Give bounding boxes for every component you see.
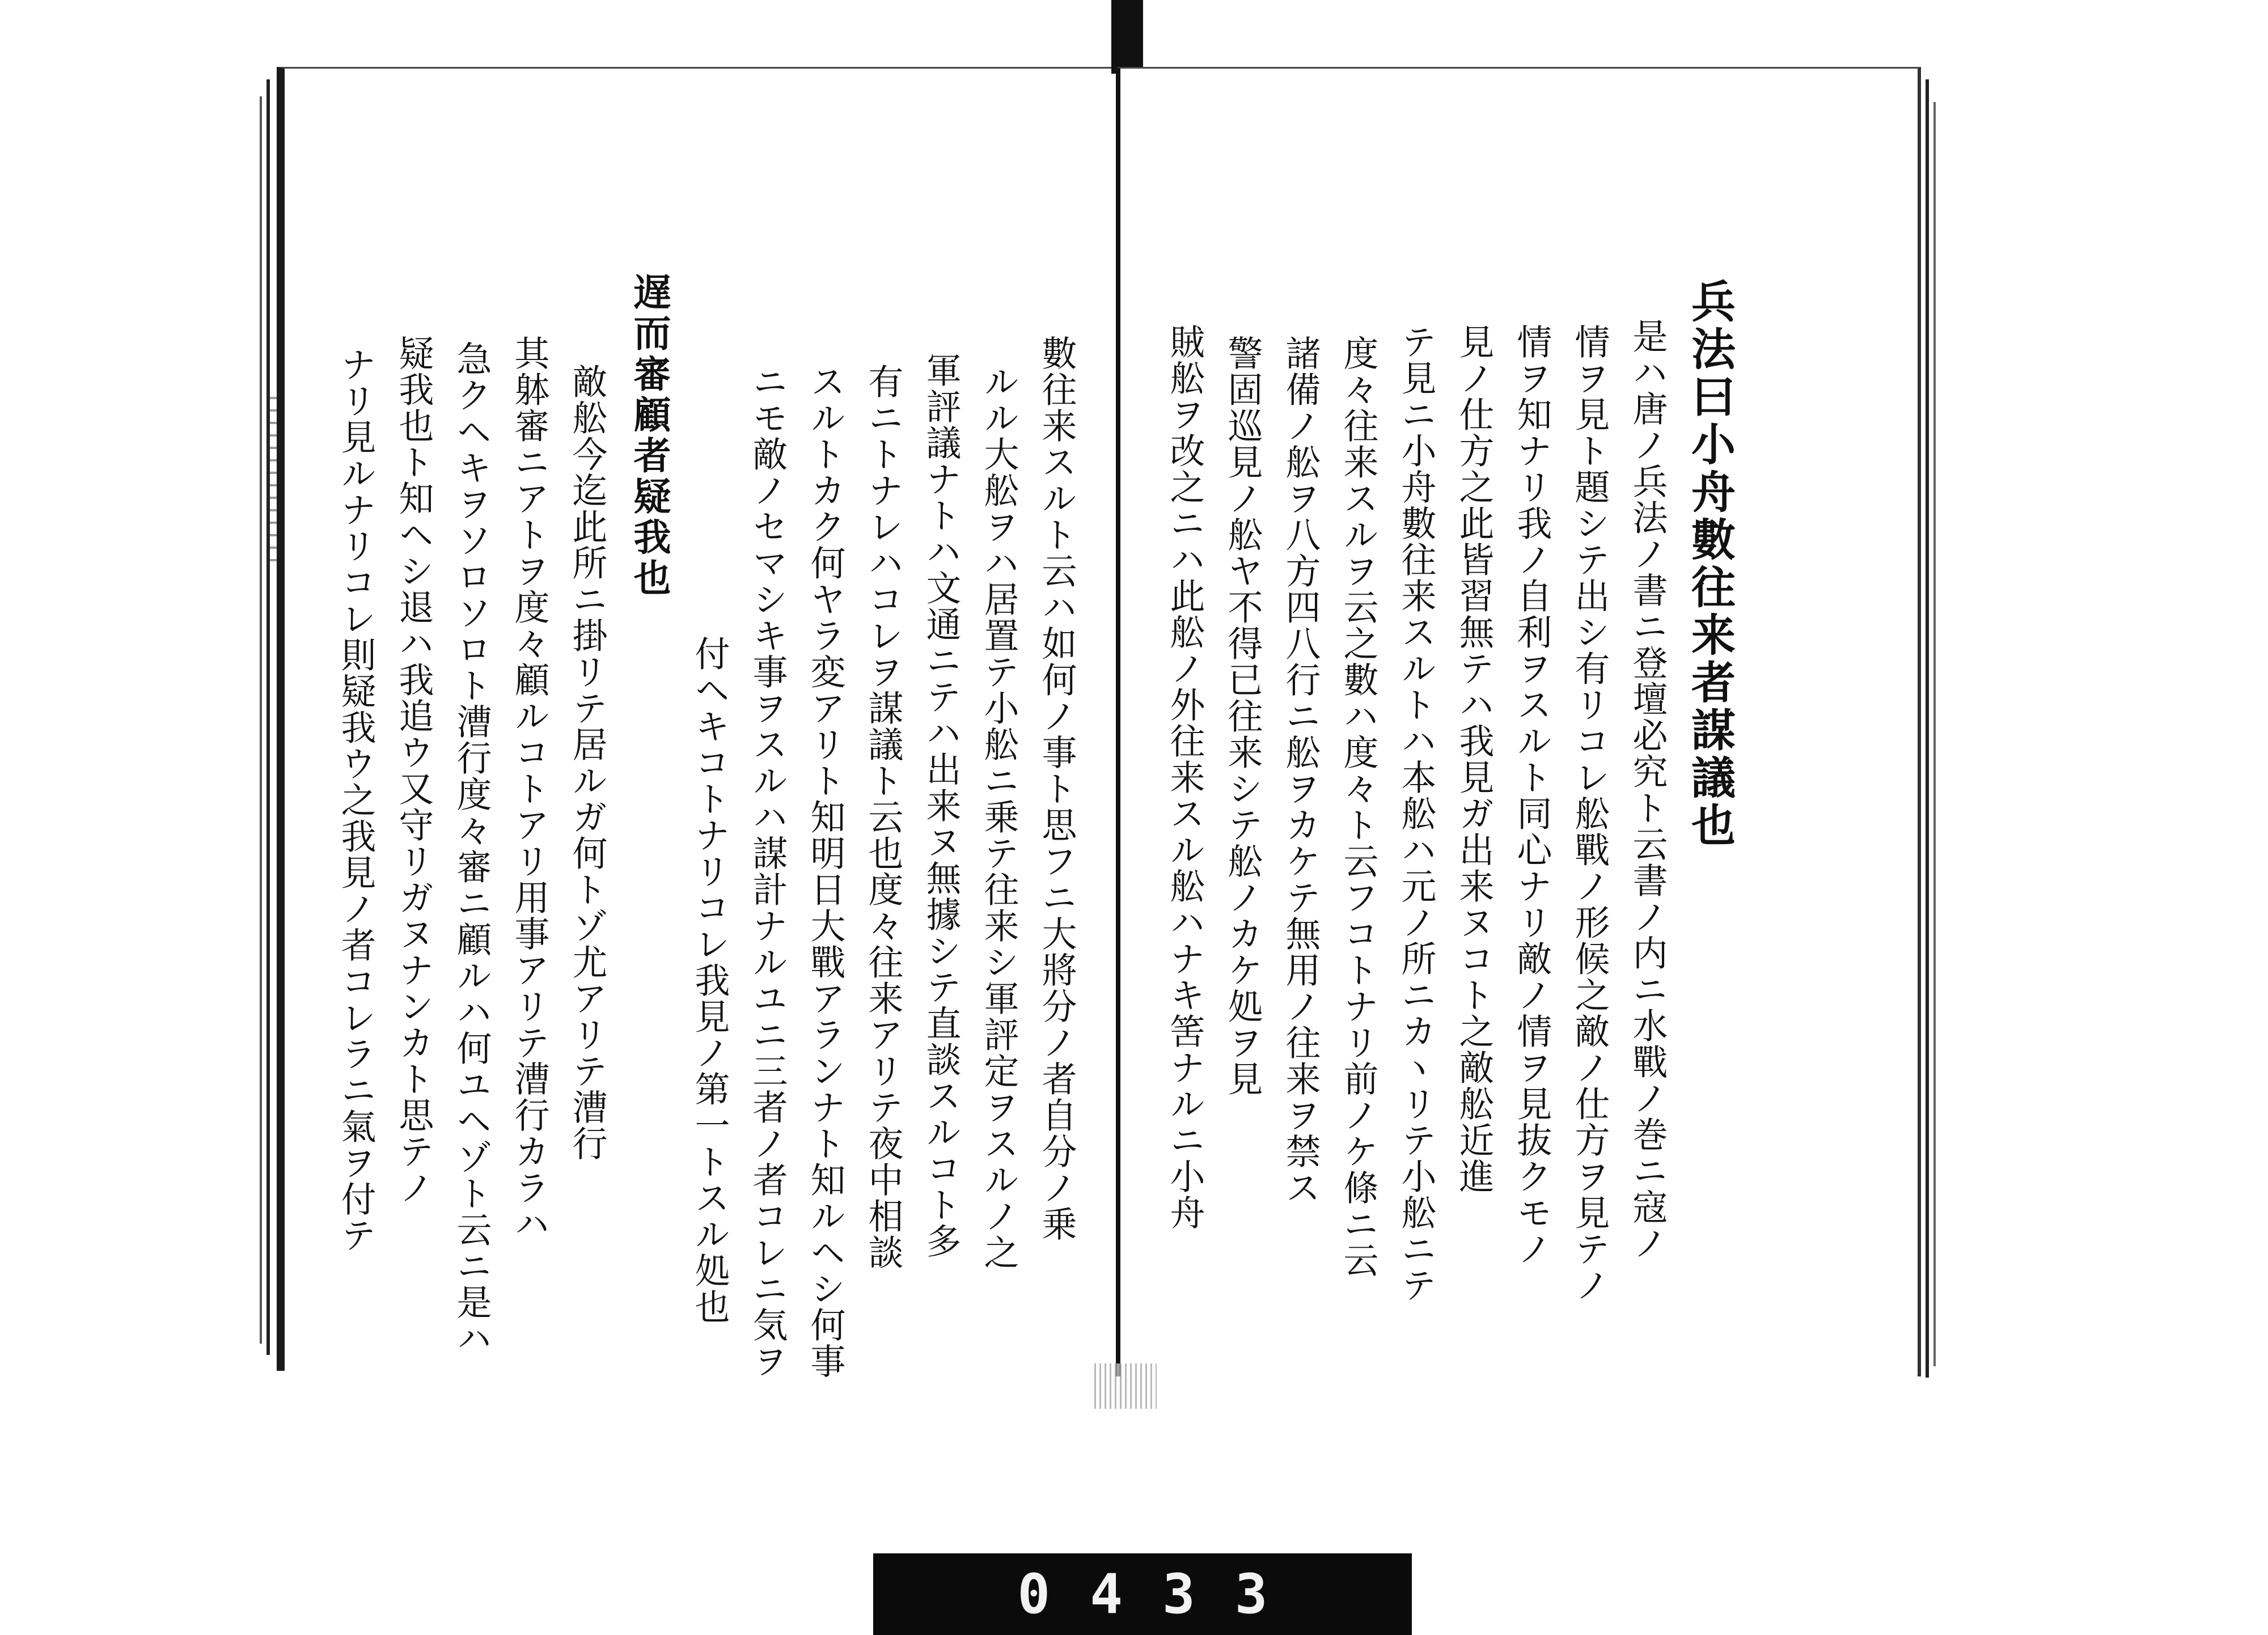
text-column: 其躰審ニアトヲ度々顧ルコトアリ用事アリテ漕行カラハ xyxy=(509,335,550,1242)
text-column: 急クヘキヲソロソロト漕行度々審ニ顧ルハ何ユヘゾト云ニ是ハ xyxy=(451,341,492,1357)
text-column: テ見ニ小舟數往来スルトハ本舩ハ元ノ所ニカヽリテ小舩ニテ xyxy=(1395,324,1437,1303)
text-column: 賊舩ヲ改之ニハ此舩ノ外往来スル舩ハナキ筈ナルニ小舟 xyxy=(1164,324,1205,1231)
stamp-digit: 3 xyxy=(1162,1562,1195,1626)
text-column: 軍評議ナトハ文通ニテハ出来ヌ無據シテ直談スルコト多 xyxy=(920,352,962,1259)
text-column: 警固巡見ノ舩ヤ不得已往来シテ舩ノカケ処ヲ見 xyxy=(1222,335,1263,1097)
text-column: 疑我也ト知ヘシ退ハ我追ウ又守リガヌナンカト思テノ xyxy=(393,335,434,1206)
gutter-shadow xyxy=(1094,1363,1157,1409)
stamp-digit: 3 xyxy=(1234,1562,1268,1626)
text-column: 情ヲ見ト題シテ出シ有リコレ舩戰ノ形候之敵ノ仕方ヲ見テノ xyxy=(1569,324,1610,1303)
text-column: ナリ見ルナリコレ則疑我ウ之我見ノ者コレラニ氣ヲ付テ xyxy=(335,346,376,1253)
page-edge xyxy=(266,79,270,1355)
text-column: 數往来スルト云ハ如何ノ事ト思フニ大將分ノ者自分ノ乗 xyxy=(1036,335,1077,1242)
text-column: 情ヲ知ナリ我ノ自利ヲスルト同心ナリ敵ノ情ヲ見抜クモノ xyxy=(1511,324,1552,1267)
text-column: ルル大舩ヲハ居置テ小舩ニ乗テ往来シ軍評定ヲスルノ之 xyxy=(978,363,1019,1270)
text-column: 是ハ唐ノ兵法ノ書ニ登壇必究ト云書ノ内ニ水戰ノ巻ニ寇ノ xyxy=(1627,318,1668,1261)
text-column: ニモ敵ノセマシキ事ヲスルハ謀計ナルユニ三者ノ者コレニ気ヲ xyxy=(747,363,788,1379)
section-heading: 兵法曰小舟數往来者謀議也 xyxy=(1684,278,1736,850)
stamp-digit: 0 xyxy=(1017,1562,1051,1626)
text-column: スルトカク何ヤラ変アリト知明日大戰アランナト知ルヘシ何事 xyxy=(805,363,846,1379)
gutter xyxy=(1111,0,1143,74)
text-column: 敵舩今迄此所ニ掛リテ居ルガ何トゾ尤アリテ漕行 xyxy=(566,363,608,1162)
section-heading: 遅而審顧者疑我也 xyxy=(627,273,671,599)
text-column: 有ニトナレハコレヲ謀議ト云也度々往来アリテ夜中相談 xyxy=(862,363,904,1270)
text-column: 諸備ノ舩ヲ八方四八行ニ舩ヲカケテ無用ノ往来ヲ禁ス xyxy=(1280,335,1321,1206)
archive-number-stamp xyxy=(873,1553,1412,1635)
stamp-digit: 4 xyxy=(1090,1562,1123,1626)
text-column: 見ノ仕方之此皆習無テハ我見ガ出来ヌコト之敵舩近進 xyxy=(1453,324,1495,1195)
page-edge xyxy=(1926,79,1929,1378)
page-edge xyxy=(260,96,262,1344)
text-column: 付ヘキコトナリコレ我見ノ第一トスル処也 xyxy=(689,636,730,1325)
left-page xyxy=(277,67,1116,1379)
text-column: 度々往来スルヲ云之數ハ度々ト云フコトナリ前ノケ條ニ云 xyxy=(1338,335,1379,1278)
page-edge xyxy=(1933,102,1936,1366)
right-page xyxy=(1116,67,1921,1376)
